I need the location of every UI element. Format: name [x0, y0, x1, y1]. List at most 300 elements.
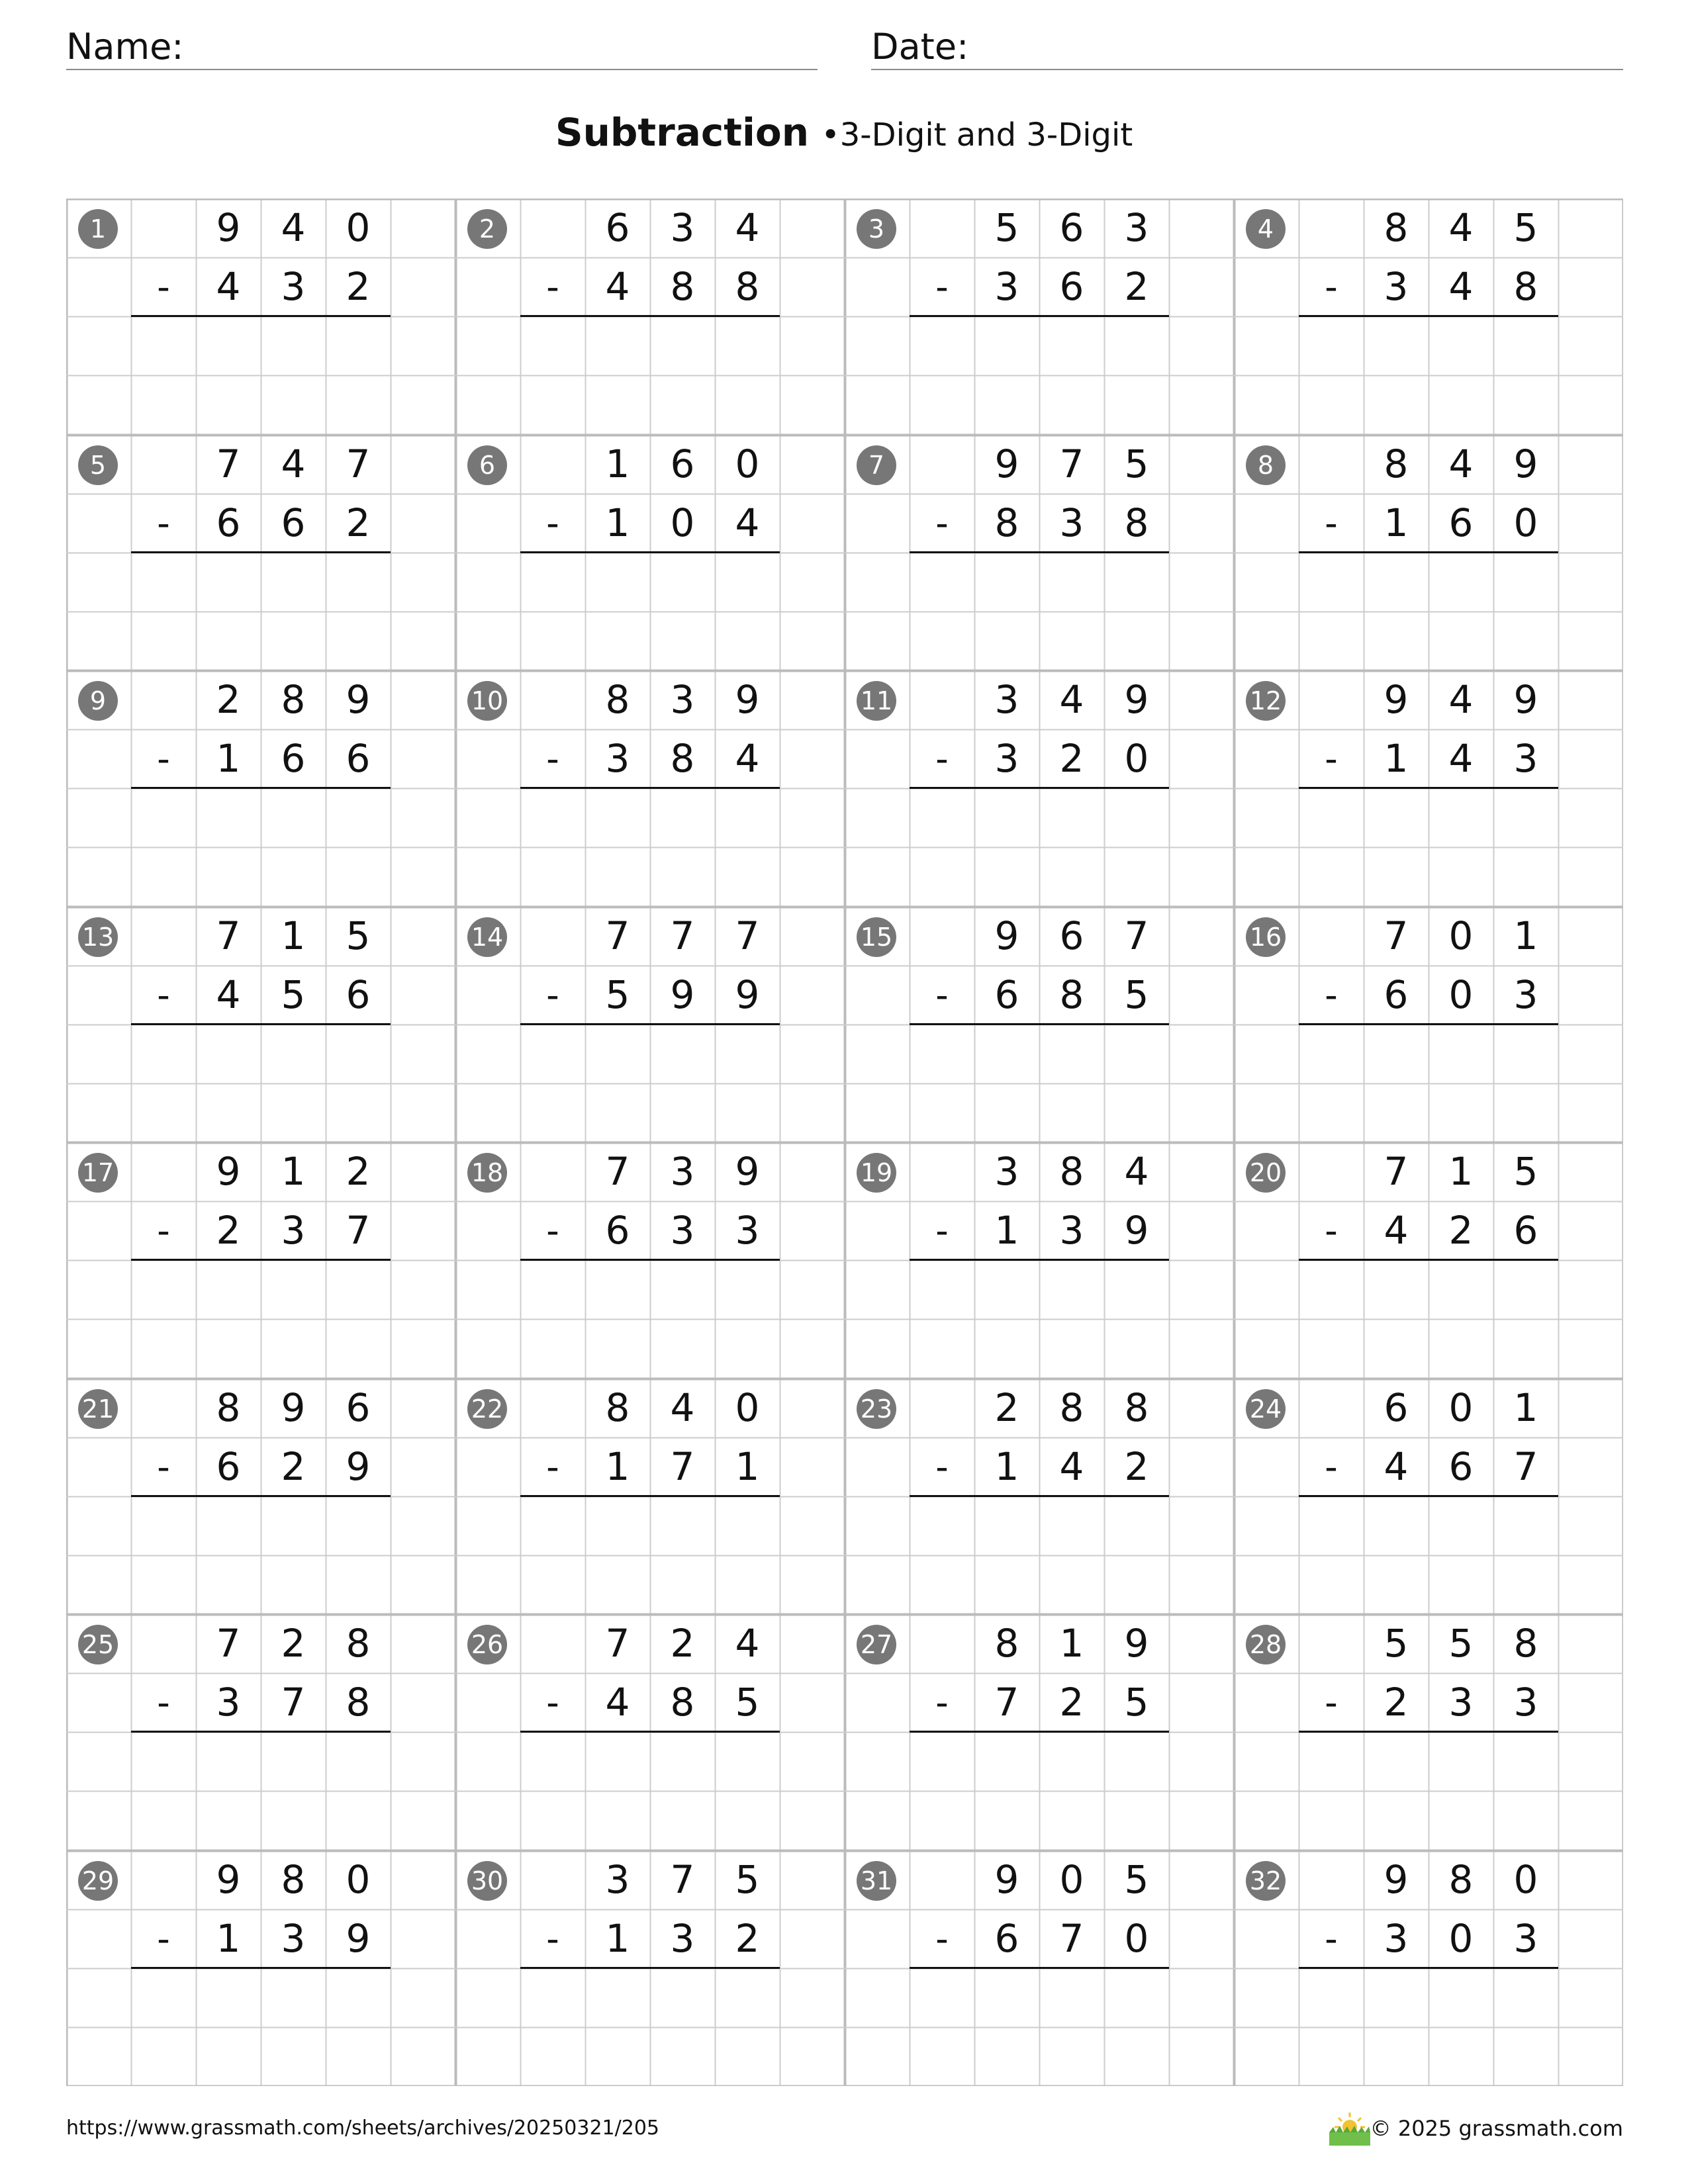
- worksheet-title: [0, 106, 1688, 161]
- problem: [455, 1850, 845, 2086]
- subtrahend-digit: 6: [216, 1444, 241, 1489]
- answer-area[interactable]: [520, 788, 780, 906]
- minuend-digit: 1: [1513, 1385, 1538, 1430]
- name-label: Name:: [66, 26, 184, 68]
- footer-url[interactable]: https://www.grassmath.com/sheets/archives/20250321/205: [66, 2116, 660, 2140]
- answer-area[interactable]: [1299, 1024, 1558, 1142]
- problem-number-badge: 26: [467, 1625, 507, 1664]
- subtrahend-digit: 0: [1124, 736, 1149, 781]
- minuend-digit: 6: [346, 1385, 371, 1430]
- problem-number-badge: 5: [78, 445, 118, 485]
- subtrahend-digit: 5: [735, 1680, 760, 1725]
- problem: [845, 1379, 1234, 1614]
- minuend-digit: 5: [1383, 1621, 1409, 1666]
- minuend-digit: 1: [1448, 1149, 1474, 1194]
- problem: [455, 670, 845, 906]
- minuend-digit: 7: [605, 913, 630, 958]
- answer-area[interactable]: [910, 788, 1169, 906]
- answer-area[interactable]: [131, 788, 391, 906]
- problem: [66, 199, 455, 434]
- subtrahend-digit: 3: [281, 264, 306, 309]
- answer-area[interactable]: [131, 1732, 391, 1850]
- minuend-digit: 9: [1513, 677, 1538, 722]
- date-line[interactable]: [871, 69, 1623, 70]
- subtrahend-digit: 1: [605, 500, 630, 545]
- minuend-digit: 9: [216, 205, 241, 250]
- subtrahend-digit: 0: [1448, 972, 1474, 1017]
- problem: [845, 1614, 1234, 1850]
- answer-area[interactable]: [910, 1260, 1169, 1378]
- minuend-digit: 0: [1513, 1857, 1538, 1902]
- minus-sign: -: [157, 502, 170, 544]
- minuend-digit: 6: [670, 441, 695, 486]
- title-bullet: •: [821, 116, 840, 154]
- answer-area[interactable]: [1299, 553, 1558, 670]
- problem-number-badge: 9: [78, 681, 118, 721]
- problem: [1234, 907, 1623, 1142]
- minuend-digit: 5: [1448, 1621, 1474, 1666]
- subtrahend-digit: 9: [670, 972, 695, 1017]
- problem-number-badge: 22: [467, 1389, 507, 1429]
- subtrahend-digit: 8: [670, 736, 695, 781]
- answer-area[interactable]: [910, 316, 1169, 434]
- minuend-digit: 9: [735, 1149, 760, 1194]
- subtrahend-digit: 0: [670, 500, 695, 545]
- subtrahend-digit: 6: [216, 500, 241, 545]
- subtrahend-digit: 6: [994, 1916, 1019, 1961]
- subtrahend-digit: 1: [994, 1208, 1019, 1253]
- answer-area[interactable]: [1299, 316, 1558, 434]
- problem: [66, 1142, 455, 1378]
- subtrahend-digit: 2: [1059, 736, 1084, 781]
- answer-area[interactable]: [1299, 1732, 1558, 1850]
- answer-area[interactable]: [520, 1024, 780, 1142]
- subtrahend-digit: 6: [605, 1208, 630, 1253]
- problem-number-badge: 10: [467, 681, 507, 721]
- problem-number-badge: 3: [857, 209, 896, 249]
- problem: [455, 907, 845, 1142]
- minuend-digit: 8: [281, 1857, 306, 1902]
- minuend-digit: 8: [605, 1385, 630, 1430]
- answer-area[interactable]: [131, 1260, 391, 1378]
- minus-sign: -: [546, 738, 559, 780]
- subtrahend-digit: 3: [281, 1916, 306, 1961]
- subtrahend-digit: 6: [1383, 972, 1409, 1017]
- subtrahend-digit: 1: [216, 736, 241, 781]
- subtrahend-digit: 1: [735, 1444, 760, 1489]
- minuend-digit: 2: [346, 1149, 371, 1194]
- minuend-digit: 6: [1059, 913, 1084, 958]
- minuend-digit: 3: [994, 677, 1019, 722]
- minuend-digit: 1: [1059, 1621, 1084, 1666]
- minus-sign: -: [546, 1918, 559, 1960]
- minuend-digit: 8: [216, 1385, 241, 1430]
- minuend-digit: 0: [1448, 1385, 1474, 1430]
- minuend-digit: 5: [1513, 1149, 1538, 1194]
- footer-copyright: © 2025 grassmath.com: [1370, 2116, 1623, 2141]
- subtrahend-digit: 7: [346, 1208, 371, 1253]
- minus-sign: -: [546, 974, 559, 1016]
- subtrahend-digit: 3: [670, 1916, 695, 1961]
- subtrahend-digit: 8: [670, 1680, 695, 1725]
- minuend-digit: 4: [281, 441, 306, 486]
- answer-area[interactable]: [520, 1968, 780, 2086]
- subtrahend-digit: 9: [1124, 1208, 1149, 1253]
- minus-sign: -: [546, 1446, 559, 1488]
- problem-number-badge: 25: [78, 1625, 118, 1664]
- problem-number-badge: 14: [467, 917, 507, 957]
- minuend-digit: 9: [1513, 441, 1538, 486]
- subtrahend-digit: 8: [1513, 264, 1538, 309]
- problem: [1234, 1142, 1623, 1378]
- minuend-digit: 8: [605, 677, 630, 722]
- subtrahend-digit: 1: [1383, 500, 1409, 545]
- date-label: Date:: [871, 26, 969, 68]
- minuend-digit: 7: [1383, 913, 1409, 958]
- subtrahend-digit: 2: [1448, 1208, 1474, 1253]
- minuend-digit: 4: [735, 1621, 760, 1666]
- minuend-digit: 9: [994, 1857, 1019, 1902]
- problem: [66, 1379, 455, 1614]
- minus-sign: -: [157, 266, 170, 308]
- subtrahend-digit: 3: [1513, 736, 1538, 781]
- answer-area[interactable]: [520, 553, 780, 670]
- answer-area[interactable]: [910, 1732, 1169, 1850]
- minuend-digit: 7: [605, 1621, 630, 1666]
- problem: [66, 435, 455, 670]
- minus-sign: -: [1325, 502, 1338, 544]
- problem-grid: [66, 199, 1623, 2086]
- problem: [66, 907, 455, 1142]
- minuend-digit: 7: [346, 441, 371, 486]
- grass-sun-logo-icon: [1327, 2110, 1373, 2147]
- subtrahend-digit: 3: [670, 1208, 695, 1253]
- problem-number-badge: 29: [78, 1861, 118, 1901]
- minuend-digit: 7: [1383, 1149, 1409, 1194]
- problem: [455, 199, 845, 434]
- minuend-digit: 0: [346, 205, 371, 250]
- minuend-digit: 1: [281, 1149, 306, 1194]
- minus-sign: -: [546, 1682, 559, 1723]
- problem: [455, 1614, 845, 1850]
- minuend-digit: 9: [216, 1857, 241, 1902]
- minuend-digit: 0: [735, 441, 760, 486]
- minuend-digit: 9: [1124, 1621, 1149, 1666]
- answer-area[interactable]: [910, 1496, 1169, 1614]
- minuend-digit: 8: [1383, 441, 1409, 486]
- subtrahend-digit: 0: [1124, 1916, 1149, 1961]
- minus-sign: -: [157, 1210, 170, 1251]
- subtrahend-digit: 3: [1383, 1916, 1409, 1961]
- subtrahend-digit: 6: [281, 736, 306, 781]
- minus-sign: -: [157, 974, 170, 1016]
- answer-area[interactable]: [520, 1732, 780, 1850]
- problem-number-badge: 16: [1246, 917, 1286, 957]
- answer-area[interactable]: [131, 1968, 391, 2086]
- subtrahend-digit: 2: [1059, 1680, 1084, 1725]
- minuend-digit: 4: [281, 205, 306, 250]
- subtrahend-digit: 3: [1448, 1680, 1474, 1725]
- subtrahend-digit: 6: [281, 500, 306, 545]
- subtrahend-digit: 1: [605, 1916, 630, 1961]
- subtrahend-digit: 3: [1059, 500, 1084, 545]
- minuend-digit: 7: [216, 913, 241, 958]
- minus-sign: -: [935, 266, 949, 308]
- problem-number-badge: 4: [1246, 209, 1286, 249]
- subtrahend-digit: 9: [735, 972, 760, 1017]
- problem-number-badge: 13: [78, 917, 118, 957]
- minuend-digit: 8: [346, 1621, 371, 1666]
- subtrahend-digit: 4: [216, 264, 241, 309]
- problem: [1234, 435, 1623, 670]
- minus-sign: -: [546, 502, 559, 544]
- minuend-digit: 8: [1513, 1621, 1538, 1666]
- problem-number-badge: 19: [857, 1153, 896, 1193]
- minuend-digit: 3: [670, 677, 695, 722]
- minuend-digit: 7: [1124, 913, 1149, 958]
- minuend-digit: 9: [994, 913, 1019, 958]
- minuend-digit: 6: [1059, 205, 1084, 250]
- minuend-digit: 5: [1513, 205, 1538, 250]
- minus-sign: -: [935, 1210, 949, 1251]
- subtrahend-digit: 8: [670, 264, 695, 309]
- minuend-digit: 0: [346, 1857, 371, 1902]
- answer-area[interactable]: [520, 1260, 780, 1378]
- minuend-digit: 8: [1383, 205, 1409, 250]
- minus-sign: -: [1325, 1918, 1338, 1960]
- subtrahend-digit: 1: [605, 1444, 630, 1489]
- subtrahend-digit: 2: [735, 1916, 760, 1961]
- subtrahend-digit: 8: [1059, 972, 1084, 1017]
- minuend-digit: 4: [1124, 1149, 1149, 1194]
- minuend-digit: 7: [670, 1857, 695, 1902]
- minuend-digit: 2: [670, 1621, 695, 1666]
- problem-number-badge: 27: [857, 1625, 896, 1664]
- subtrahend-digit: 5: [605, 972, 630, 1017]
- problem: [1234, 1614, 1623, 1850]
- minuend-digit: 5: [346, 913, 371, 958]
- minuend-digit: 9: [735, 677, 760, 722]
- minuend-digit: 7: [216, 441, 241, 486]
- subtrahend-digit: 4: [1448, 736, 1474, 781]
- name-line[interactable]: [66, 69, 818, 70]
- minus-sign: -: [157, 1446, 170, 1488]
- problem-number-badge: 20: [1246, 1153, 1286, 1193]
- title-sub: 3-Digit and 3-Digit: [839, 116, 1133, 154]
- minuend-digit: 8: [1124, 1385, 1149, 1430]
- minuend-digit: 0: [735, 1385, 760, 1430]
- problem: [455, 435, 845, 670]
- problem: [845, 1850, 1234, 2086]
- minuend-digit: 9: [216, 1149, 241, 1194]
- problem: [845, 435, 1234, 670]
- title-main: Subtraction: [555, 110, 810, 155]
- problem: [1234, 670, 1623, 906]
- minuend-digit: 9: [994, 441, 1019, 486]
- minuend-digit: 4: [670, 1385, 695, 1430]
- answer-area[interactable]: [131, 553, 391, 670]
- problem: [845, 199, 1234, 434]
- subtrahend-digit: 4: [216, 972, 241, 1017]
- minus-sign: -: [546, 266, 559, 308]
- minuend-digit: 7: [670, 913, 695, 958]
- problem: [66, 1850, 455, 2086]
- minuend-digit: 8: [1448, 1857, 1474, 1902]
- subtrahend-digit: 1: [1383, 736, 1409, 781]
- problem: [1234, 1850, 1623, 2086]
- minuend-digit: 3: [1124, 205, 1149, 250]
- minus-sign: -: [1325, 974, 1338, 1016]
- subtrahend-digit: 7: [1513, 1444, 1538, 1489]
- minuend-digit: 7: [735, 913, 760, 958]
- subtrahend-digit: 3: [994, 264, 1019, 309]
- minus-sign: -: [1325, 266, 1338, 308]
- minuend-digit: 6: [605, 205, 630, 250]
- answer-area[interactable]: [520, 316, 780, 434]
- subtrahend-digit: 4: [735, 736, 760, 781]
- subtrahend-digit: 6: [1513, 1208, 1538, 1253]
- minuend-digit: 7: [1059, 441, 1084, 486]
- minuend-digit: 0: [1059, 1857, 1084, 1902]
- subtrahend-digit: 9: [346, 1916, 371, 1961]
- subtrahend-digit: 1: [216, 1916, 241, 1961]
- minus-sign: -: [1325, 1682, 1338, 1723]
- minus-sign: -: [935, 1918, 949, 1960]
- subtrahend-digit: 3: [1513, 1680, 1538, 1725]
- subtrahend-digit: 4: [1059, 1444, 1084, 1489]
- minus-sign: -: [546, 1210, 559, 1251]
- subtrahend-digit: 2: [1124, 264, 1149, 309]
- minuend-digit: 3: [670, 1149, 695, 1194]
- problem-number-badge: 15: [857, 917, 896, 957]
- subtrahend-digit: 5: [281, 972, 306, 1017]
- answer-area[interactable]: [131, 316, 391, 434]
- subtrahend-digit: 4: [605, 1680, 630, 1725]
- subtrahend-digit: 7: [281, 1680, 306, 1725]
- problem-number-badge: 31: [857, 1861, 896, 1901]
- minuend-digit: 6: [1383, 1385, 1409, 1430]
- minuend-digit: 7: [216, 1621, 241, 1666]
- subtrahend-digit: 3: [994, 736, 1019, 781]
- subtrahend-digit: 3: [1513, 1916, 1538, 1961]
- problem: [455, 1379, 845, 1614]
- answer-area[interactable]: [910, 1968, 1169, 2086]
- minuend-digit: 8: [1059, 1385, 1084, 1430]
- minuend-digit: 3: [605, 1857, 630, 1902]
- minuend-digit: 3: [670, 205, 695, 250]
- problem-number-badge: 28: [1246, 1625, 1286, 1664]
- problem-number-badge: 21: [78, 1389, 118, 1429]
- subtrahend-digit: 0: [1448, 1916, 1474, 1961]
- subtrahend-digit: 6: [1448, 500, 1474, 545]
- minus-sign: -: [1325, 1446, 1338, 1488]
- answer-area[interactable]: [1299, 1260, 1558, 1378]
- answer-area[interactable]: [1299, 788, 1558, 906]
- subtrahend-digit: 6: [346, 972, 371, 1017]
- subtrahend-digit: 9: [346, 1444, 371, 1489]
- problem-number-badge: 11: [857, 681, 896, 721]
- minuend-digit: 8: [994, 1621, 1019, 1666]
- subtrahend-digit: 1: [994, 1444, 1019, 1489]
- subtrahend-digit: 8: [735, 264, 760, 309]
- minus-sign: -: [935, 502, 949, 544]
- minuend-digit: 4: [735, 205, 760, 250]
- problem: [1234, 199, 1623, 434]
- subtrahend-digit: 2: [346, 500, 371, 545]
- subtrahend-digit: 2: [281, 1444, 306, 1489]
- problem: [845, 670, 1234, 906]
- problem-number-badge: 32: [1246, 1861, 1286, 1901]
- subtrahend-digit: 5: [1124, 1680, 1149, 1725]
- problem-number-badge: 1: [78, 209, 118, 249]
- minus-sign: -: [1325, 1210, 1338, 1251]
- subtrahend-digit: 3: [281, 1208, 306, 1253]
- problem: [66, 670, 455, 906]
- subtrahend-digit: 7: [994, 1680, 1019, 1725]
- minuend-digit: 5: [1124, 1857, 1149, 1902]
- problem: [455, 1142, 845, 1378]
- minuend-digit: 9: [1383, 1857, 1409, 1902]
- minuend-digit: 5: [994, 205, 1019, 250]
- minuend-digit: 7: [605, 1149, 630, 1194]
- minus-sign: -: [935, 1682, 949, 1723]
- subtrahend-digit: 7: [1059, 1916, 1084, 1961]
- minuend-digit: 0: [1448, 913, 1474, 958]
- subtrahend-digit: 6: [1448, 1444, 1474, 1489]
- subtrahend-digit: 6: [994, 972, 1019, 1017]
- minuend-digit: 1: [605, 441, 630, 486]
- problem-number-badge: 23: [857, 1389, 896, 1429]
- minuend-digit: 5: [1124, 441, 1149, 486]
- subtrahend-digit: 2: [1383, 1680, 1409, 1725]
- minus-sign: -: [1325, 738, 1338, 780]
- problem-number-badge: 8: [1246, 445, 1286, 485]
- problem: [845, 907, 1234, 1142]
- subtrahend-digit: 8: [994, 500, 1019, 545]
- answer-area[interactable]: [1299, 1496, 1558, 1614]
- minus-sign: -: [935, 974, 949, 1016]
- minuend-digit: 4: [1448, 677, 1474, 722]
- minus-sign: -: [935, 738, 949, 780]
- minus-sign: -: [157, 1682, 170, 1723]
- problem-number-badge: 17: [78, 1153, 118, 1193]
- problem: [845, 1142, 1234, 1378]
- minus-sign: -: [935, 1446, 949, 1488]
- subtrahend-digit: 6: [346, 736, 371, 781]
- subtrahend-digit: 3: [605, 736, 630, 781]
- subtrahend-digit: 8: [346, 1680, 371, 1725]
- answer-area[interactable]: [910, 1024, 1169, 1142]
- minuend-digit: 4: [1059, 677, 1084, 722]
- answer-area[interactable]: [131, 1496, 391, 1614]
- minuend-digit: 3: [994, 1149, 1019, 1194]
- answer-area[interactable]: [1299, 1968, 1558, 2086]
- problem-number-badge: 6: [467, 445, 507, 485]
- subtrahend-digit: 4: [735, 500, 760, 545]
- answer-area[interactable]: [910, 553, 1169, 670]
- answer-area[interactable]: [131, 1024, 391, 1142]
- problem-number-badge: 2: [467, 209, 507, 249]
- problem-number-badge: 18: [467, 1153, 507, 1193]
- subtrahend-digit: 3: [216, 1680, 241, 1725]
- minuend-digit: 1: [1513, 913, 1538, 958]
- minus-sign: -: [157, 1918, 170, 1960]
- minuend-digit: 2: [994, 1385, 1019, 1430]
- minuend-digit: 9: [1383, 677, 1409, 722]
- answer-area[interactable]: [520, 1496, 780, 1614]
- subtrahend-digit: 4: [1448, 264, 1474, 309]
- minuend-digit: 8: [1059, 1149, 1084, 1194]
